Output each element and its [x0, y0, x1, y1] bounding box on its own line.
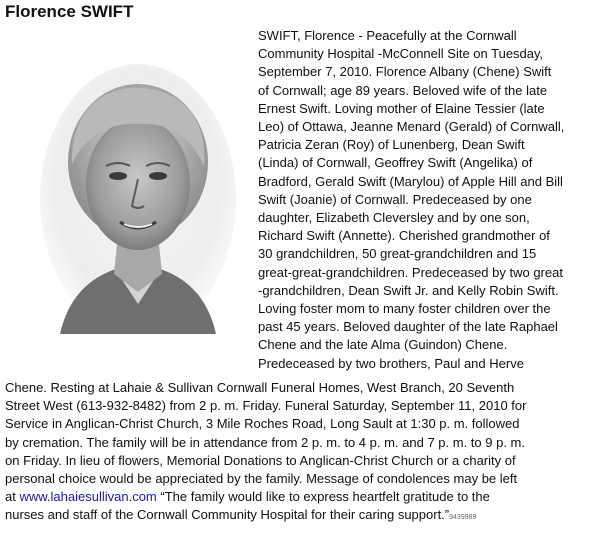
text-line: Richard Swift (Annette). Cherished grandmother of	[258, 228, 550, 244]
reference-number: 9439989	[449, 514, 477, 522]
text-line: -grandchildren, Dean Swift Jr. and Kelly Robin Swift.	[258, 282, 559, 298]
text-line: past 45 years. Beloved daughter of the late Raphael	[258, 319, 558, 335]
text-line: Leo) of Ottawa, Jeanne Menard (Gerald) of Cornwall,	[258, 119, 565, 135]
obituary-column-text	[258, 27, 598, 373]
funeral-home-link[interactable]: www.lahaiesullivan.com	[19, 489, 157, 505]
text-line: by cremation. The family will be in attendance from 2 p. m. to 4 p. m. and 7 p. m. to 9 p. m.	[5, 434, 525, 450]
text-line: Patricia Zeran (Roy) of Lunenberg, Dean Swift	[258, 137, 525, 153]
portrait-photo	[40, 64, 236, 334]
text-line: 30 grandchildren, 50 great-grandchildren and 15	[258, 246, 537, 262]
portrait-photo-icon	[40, 64, 236, 334]
text-line: Swift (Joanie) of Cornwall. Predeceased by one	[258, 191, 532, 207]
obituary-title: Florence SWIFT	[5, 2, 134, 21]
text-line: September 7, 2010. Florence Albany (Chene) Swift	[258, 64, 552, 80]
text-line: (Linda) of Cornwall, Geoffrey Swift (Angelika) of	[258, 155, 533, 171]
text-line: great-great-grandchildren. Predeceased by two great	[258, 264, 563, 280]
text-line: Predeceased by two brothers, Paul and Herve	[258, 355, 524, 371]
text-line: Community Hospital -McConnell Site on Tuesday,	[258, 46, 544, 62]
text-line: daughter, Elizabeth Cleversley and by one son,	[258, 210, 530, 226]
text-line: Chene. Resting at Lahaie & Sullivan Cornwall Funeral Homes, West Branch, 20 Seventh	[5, 380, 515, 395]
text-line: SWIFT, Florence - Peacefully at the Cornwall	[258, 28, 517, 43]
text-line: personal choice would be appreciated by the family. Message of condolences may be left	[5, 471, 518, 487]
text-line: Chene and the late Alma (Guindon) Chene.	[258, 337, 508, 353]
text-line: on Friday. In lieu of flowers, Memorial Donations to Anglican-Christ Church or a charity of	[5, 452, 516, 468]
text-line-with-link	[5, 488, 597, 506]
text-line: Bradford, Gerald Swift (Marylou) of Apple Hill and Bill	[258, 173, 563, 189]
text-line	[5, 506, 597, 527]
text-fragment: “The family would like to express heartfelt gratitude to the	[156, 489, 490, 505]
text-line: Street West (613-932-8482) from 2 p. m. Friday. Funeral Saturday, September 11, 2010 for	[5, 398, 527, 414]
obituary-full-width-text	[5, 379, 597, 528]
text-prefix: at	[5, 489, 20, 505]
text-line: Ernest Swift. Loving mother of Elaine Tessier (late	[258, 100, 545, 116]
text-line: Loving foster mom to many foster children over the	[258, 301, 551, 317]
closing-text: nurses and staff of the Cornwall Community Hospital for their caring support.”	[5, 507, 450, 523]
text-line: Service in Anglican-Christ Church, 3 Mile Roches Road, Long Sault at 1:30 p. m. followed	[5, 416, 520, 432]
text-line: of Cornwall; age 89 years. Beloved wife of the late	[258, 82, 548, 98]
